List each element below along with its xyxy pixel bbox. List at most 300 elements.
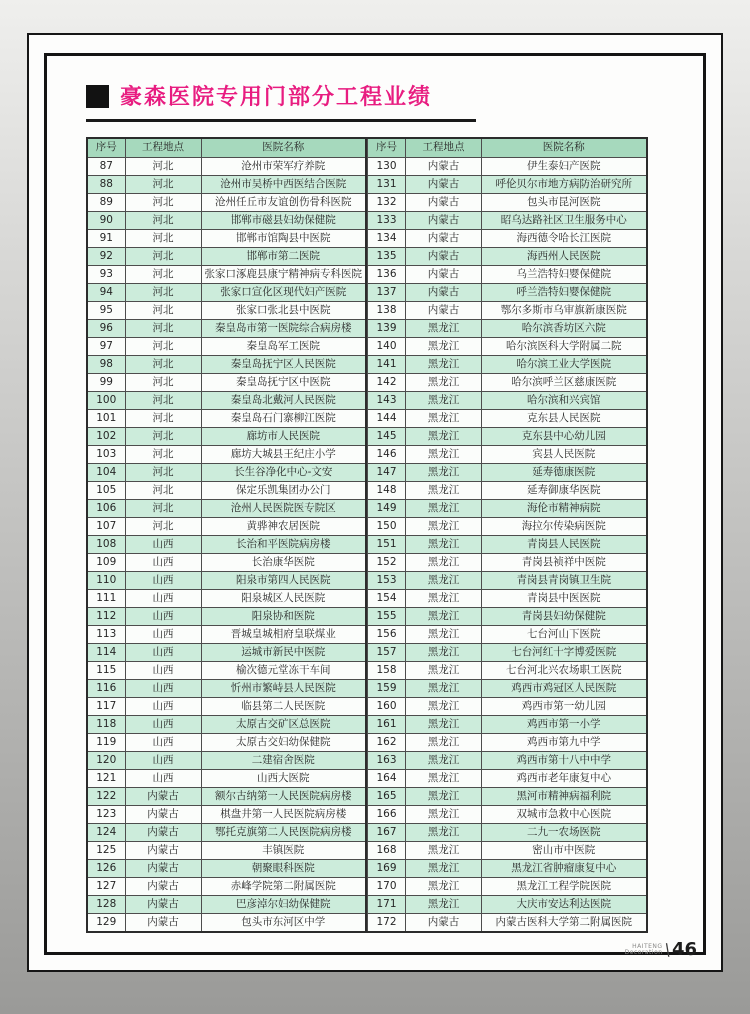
hospital-name-cell: 黑河市精神病福利院 bbox=[482, 787, 647, 805]
table-row bbox=[87, 769, 366, 787]
table-row bbox=[368, 679, 647, 697]
location-cell: 内蒙古 bbox=[125, 913, 201, 932]
location-cell: 河北 bbox=[125, 337, 201, 355]
location-cell: 山西 bbox=[125, 769, 201, 787]
location-cell: 黑龙江 bbox=[406, 607, 482, 625]
location-cell: 黑龙江 bbox=[406, 733, 482, 751]
hospital-name-cell: 鸡西市第十八中中学 bbox=[482, 751, 647, 769]
table-row bbox=[87, 499, 366, 517]
location-cell: 河北 bbox=[125, 247, 201, 265]
location-cell: 内蒙古 bbox=[125, 859, 201, 877]
table-row bbox=[87, 823, 366, 841]
serial-cell: 111 bbox=[87, 589, 125, 607]
serial-cell: 139 bbox=[368, 319, 406, 337]
serial-cell: 125 bbox=[87, 841, 125, 859]
location-cell: 内蒙古 bbox=[406, 301, 482, 319]
location-cell: 内蒙古 bbox=[406, 265, 482, 283]
location-cell: 河北 bbox=[125, 229, 201, 247]
location-cell: 河北 bbox=[125, 499, 201, 517]
serial-cell: 143 bbox=[368, 391, 406, 409]
hospital-name-cell: 长生谷净化中心-文安 bbox=[201, 463, 366, 481]
hospital-name-cell: 海伦市精神病院 bbox=[482, 499, 647, 517]
location-cell: 河北 bbox=[125, 211, 201, 229]
serial-cell: 154 bbox=[368, 589, 406, 607]
table-row bbox=[368, 589, 647, 607]
location-cell: 河北 bbox=[125, 355, 201, 373]
hospital-name-cell: 沧州人民医院医专院区 bbox=[201, 499, 366, 517]
location-cell: 内蒙古 bbox=[125, 877, 201, 895]
table-row bbox=[87, 301, 366, 319]
location-cell: 黑龙江 bbox=[406, 337, 482, 355]
serial-cell: 171 bbox=[368, 895, 406, 913]
location-cell: 黑龙江 bbox=[406, 409, 482, 427]
location-cell: 内蒙古 bbox=[125, 895, 201, 913]
square-bullet-icon bbox=[86, 85, 109, 108]
hospital-name-cell: 内蒙古医科大学第二附属医院 bbox=[482, 913, 647, 932]
serial-cell: 172 bbox=[368, 913, 406, 932]
location-cell: 黑龙江 bbox=[406, 625, 482, 643]
location-cell: 黑龙江 bbox=[406, 553, 482, 571]
serial-cell: 163 bbox=[368, 751, 406, 769]
serial-cell: 153 bbox=[368, 571, 406, 589]
serial-cell: 169 bbox=[368, 859, 406, 877]
document-page bbox=[27, 33, 723, 972]
table-row bbox=[87, 913, 366, 932]
table-row bbox=[368, 391, 647, 409]
table-header-row bbox=[87, 138, 366, 157]
serial-cell: 140 bbox=[368, 337, 406, 355]
location-cell: 河北 bbox=[125, 463, 201, 481]
location-cell: 黑龙江 bbox=[406, 823, 482, 841]
serial-cell: 112 bbox=[87, 607, 125, 625]
location-cell: 内蒙古 bbox=[406, 283, 482, 301]
hospital-name-cell: 邯郸市磁县妇幼保健院 bbox=[201, 211, 366, 229]
location-cell: 黑龙江 bbox=[406, 499, 482, 517]
table-row bbox=[368, 877, 647, 895]
location-cell: 黑龙江 bbox=[406, 769, 482, 787]
hospital-name-cell: 秦皇岛市第一医院综合病房楼 bbox=[201, 319, 366, 337]
hospital-name-cell: 延寿德康医院 bbox=[482, 463, 647, 481]
serial-cell: 93 bbox=[87, 265, 125, 283]
location-cell: 黑龙江 bbox=[406, 715, 482, 733]
hospital-name-cell: 秦皇岛抚宁区人民医院 bbox=[201, 355, 366, 373]
table-row bbox=[87, 427, 366, 445]
serial-cell: 164 bbox=[368, 769, 406, 787]
serial-cell: 133 bbox=[368, 211, 406, 229]
location-cell: 河北 bbox=[125, 391, 201, 409]
location-cell: 山西 bbox=[125, 535, 201, 553]
location-cell: 内蒙古 bbox=[125, 787, 201, 805]
serial-cell: 156 bbox=[368, 625, 406, 643]
serial-cell: 124 bbox=[87, 823, 125, 841]
serial-cell: 170 bbox=[368, 877, 406, 895]
hospital-name-cell: 鄂尔多斯市乌审旗新康医院 bbox=[482, 301, 647, 319]
table-row bbox=[368, 517, 647, 535]
table-row bbox=[368, 643, 647, 661]
hospital-name-cell: 鸡西市老年康复中心 bbox=[482, 769, 647, 787]
brand-line-1: HAITENG bbox=[632, 942, 663, 950]
table-row bbox=[368, 247, 647, 265]
serial-cell: 161 bbox=[368, 715, 406, 733]
table-row bbox=[368, 859, 647, 877]
serial-cell: 127 bbox=[87, 877, 125, 895]
serial-cell: 155 bbox=[368, 607, 406, 625]
serial-cell: 152 bbox=[368, 553, 406, 571]
serial-cell: 90 bbox=[87, 211, 125, 229]
table-row bbox=[368, 607, 647, 625]
table-row bbox=[368, 895, 647, 913]
hospital-name-cell: 榆次德元堂冻干车间 bbox=[201, 661, 366, 679]
table-row bbox=[368, 229, 647, 247]
table-row bbox=[87, 589, 366, 607]
location-cell: 黑龙江 bbox=[406, 535, 482, 553]
serial-cell: 162 bbox=[368, 733, 406, 751]
hospital-name-cell: 包头市东河区中学 bbox=[201, 913, 366, 932]
location-cell: 山西 bbox=[125, 625, 201, 643]
column-header-serial: 序号 bbox=[87, 138, 125, 157]
serial-cell: 110 bbox=[87, 571, 125, 589]
serial-cell: 121 bbox=[87, 769, 125, 787]
hospital-name-cell: 密山市中医院 bbox=[482, 841, 647, 859]
table-row bbox=[87, 319, 366, 337]
serial-cell: 138 bbox=[368, 301, 406, 319]
serial-cell: 165 bbox=[368, 787, 406, 805]
projects-table-right bbox=[367, 137, 648, 933]
location-cell: 河北 bbox=[125, 175, 201, 193]
location-cell: 河北 bbox=[125, 283, 201, 301]
table-row bbox=[87, 661, 366, 679]
projects-table-left bbox=[86, 137, 367, 933]
location-cell: 河北 bbox=[125, 265, 201, 283]
hospital-name-cell: 哈尔滨工业大学医院 bbox=[482, 355, 647, 373]
table-row bbox=[368, 409, 647, 427]
table-row bbox=[87, 481, 366, 499]
column-header-location: 工程地点 bbox=[406, 138, 482, 157]
hospital-name-cell: 棋盘井第一人民医院病房楼 bbox=[201, 805, 366, 823]
location-cell: 内蒙古 bbox=[406, 913, 482, 932]
serial-cell: 103 bbox=[87, 445, 125, 463]
table-row bbox=[368, 175, 647, 193]
hospital-name-cell: 秦皇岛石门寨柳江医院 bbox=[201, 409, 366, 427]
table-row bbox=[368, 211, 647, 229]
table-row bbox=[87, 715, 366, 733]
serial-cell: 151 bbox=[368, 535, 406, 553]
page-number: 46 bbox=[671, 939, 697, 960]
table-row bbox=[368, 751, 647, 769]
hospital-name-cell: 巴彦淖尔妇幼保健院 bbox=[201, 895, 366, 913]
hospital-name-cell: 秦皇岛军工医院 bbox=[201, 337, 366, 355]
serial-cell: 94 bbox=[87, 283, 125, 301]
table-row bbox=[87, 373, 366, 391]
hospital-name-cell: 七台河红十字博爱医院 bbox=[482, 643, 647, 661]
brand-mark bbox=[625, 944, 663, 956]
table-row bbox=[368, 301, 647, 319]
location-cell: 内蒙古 bbox=[125, 823, 201, 841]
location-cell: 河北 bbox=[125, 373, 201, 391]
table-row bbox=[87, 517, 366, 535]
location-cell: 黑龙江 bbox=[406, 661, 482, 679]
table-row bbox=[368, 823, 647, 841]
serial-cell: 117 bbox=[87, 697, 125, 715]
hospital-name-cell: 太原古交妇幼保健院 bbox=[201, 733, 366, 751]
location-cell: 山西 bbox=[125, 697, 201, 715]
serial-cell: 92 bbox=[87, 247, 125, 265]
serial-cell: 109 bbox=[87, 553, 125, 571]
table-row bbox=[87, 607, 366, 625]
hospital-name-cell: 包头市昆河医院 bbox=[482, 193, 647, 211]
hospital-name-cell: 黑龙江工程学院医院 bbox=[482, 877, 647, 895]
serial-cell: 168 bbox=[368, 841, 406, 859]
hospital-name-cell: 阳泉城区人民医院 bbox=[201, 589, 366, 607]
column-header-serial: 序号 bbox=[368, 138, 406, 157]
serial-cell: 123 bbox=[87, 805, 125, 823]
location-cell: 内蒙古 bbox=[406, 175, 482, 193]
location-cell: 山西 bbox=[125, 589, 201, 607]
location-cell: 山西 bbox=[125, 715, 201, 733]
table-row bbox=[368, 319, 647, 337]
hospital-name-cell: 忻州市繁峙县人民医院 bbox=[201, 679, 366, 697]
hospital-name-cell: 沧州市荣军疗养院 bbox=[201, 157, 366, 175]
location-cell: 黑龙江 bbox=[406, 787, 482, 805]
serial-cell: 167 bbox=[368, 823, 406, 841]
serial-cell: 129 bbox=[87, 913, 125, 932]
hospital-name-cell: 乌兰浩特妇婴保健院 bbox=[482, 265, 647, 283]
serial-cell: 88 bbox=[87, 175, 125, 193]
serial-cell: 108 bbox=[87, 535, 125, 553]
location-cell: 黑龙江 bbox=[406, 391, 482, 409]
table-row bbox=[87, 787, 366, 805]
brand-slash-icon: \ bbox=[663, 939, 672, 960]
location-cell: 山西 bbox=[125, 607, 201, 625]
serial-cell: 120 bbox=[87, 751, 125, 769]
hospital-name-cell: 山西大医院 bbox=[201, 769, 366, 787]
location-cell: 黑龙江 bbox=[406, 481, 482, 499]
table-row bbox=[87, 175, 366, 193]
table-row bbox=[368, 463, 647, 481]
location-cell: 山西 bbox=[125, 661, 201, 679]
table-row bbox=[368, 769, 647, 787]
serial-cell: 96 bbox=[87, 319, 125, 337]
table-row bbox=[87, 229, 366, 247]
hospital-name-cell: 海西德令哈长江医院 bbox=[482, 229, 647, 247]
location-cell: 内蒙古 bbox=[125, 841, 201, 859]
serial-cell: 159 bbox=[368, 679, 406, 697]
serial-cell: 99 bbox=[87, 373, 125, 391]
hospital-name-cell: 赤峰学院第二附属医院 bbox=[201, 877, 366, 895]
location-cell: 河北 bbox=[125, 319, 201, 337]
serial-cell: 144 bbox=[368, 409, 406, 427]
serial-cell: 135 bbox=[368, 247, 406, 265]
serial-cell: 95 bbox=[87, 301, 125, 319]
table-row bbox=[87, 553, 366, 571]
column-header-location: 工程地点 bbox=[125, 138, 201, 157]
table-row bbox=[87, 697, 366, 715]
table-row bbox=[87, 463, 366, 481]
table-row bbox=[368, 697, 647, 715]
table-row bbox=[87, 841, 366, 859]
location-cell: 内蒙古 bbox=[125, 805, 201, 823]
location-cell: 山西 bbox=[125, 733, 201, 751]
hospital-name-cell: 运城市新民中医院 bbox=[201, 643, 366, 661]
hospital-name-cell: 二九一农场医院 bbox=[482, 823, 647, 841]
table-row bbox=[87, 643, 366, 661]
hospital-name-cell: 晋城皇城相府皇联煤业 bbox=[201, 625, 366, 643]
serial-cell: 102 bbox=[87, 427, 125, 445]
hospital-name-cell: 青岗县青岗镇卫生院 bbox=[482, 571, 647, 589]
hospital-name-cell: 大庆市安达利达医院 bbox=[482, 895, 647, 913]
hospital-name-cell: 青岗县中医医院 bbox=[482, 589, 647, 607]
table-header-row bbox=[368, 138, 647, 157]
hospital-name-cell: 呼兰浩特妇婴保健院 bbox=[482, 283, 647, 301]
hospital-name-cell: 克东县人民医院 bbox=[482, 409, 647, 427]
serial-cell: 119 bbox=[87, 733, 125, 751]
serial-cell: 147 bbox=[368, 463, 406, 481]
location-cell: 河北 bbox=[125, 157, 201, 175]
hospital-name-cell: 青岗县妇幼保健院 bbox=[482, 607, 647, 625]
hospital-name-cell: 七台河山下医院 bbox=[482, 625, 647, 643]
hospital-name-cell: 昭乌达路社区卫生服务中心 bbox=[482, 211, 647, 229]
location-cell: 黑龙江 bbox=[406, 445, 482, 463]
table-row bbox=[368, 571, 647, 589]
table-row bbox=[87, 193, 366, 211]
location-cell: 内蒙古 bbox=[406, 211, 482, 229]
serial-cell: 122 bbox=[87, 787, 125, 805]
serial-cell: 118 bbox=[87, 715, 125, 733]
serial-cell: 87 bbox=[87, 157, 125, 175]
hospital-name-cell: 鸡西市第九中学 bbox=[482, 733, 647, 751]
hospital-name-cell: 鸡西市鸡冠区人民医院 bbox=[482, 679, 647, 697]
location-cell: 内蒙古 bbox=[406, 157, 482, 175]
location-cell: 河北 bbox=[125, 409, 201, 427]
hospital-name-cell: 廊坊市人民医院 bbox=[201, 427, 366, 445]
table-row bbox=[368, 661, 647, 679]
hospital-name-cell: 伊生泰妇产医院 bbox=[482, 157, 647, 175]
table-row bbox=[368, 283, 647, 301]
page-footer bbox=[625, 939, 697, 960]
table-row bbox=[368, 481, 647, 499]
table-row bbox=[368, 625, 647, 643]
table-row bbox=[368, 787, 647, 805]
brand-line-2: Decoration bbox=[624, 948, 663, 956]
location-cell: 山西 bbox=[125, 751, 201, 769]
table-row bbox=[87, 157, 366, 175]
hospital-name-cell: 黄骅神农居医院 bbox=[201, 517, 366, 535]
hospital-name-cell: 哈尔滨呼兰区慈康医院 bbox=[482, 373, 647, 391]
hospital-name-cell: 宾县人民医院 bbox=[482, 445, 647, 463]
serial-cell: 157 bbox=[368, 643, 406, 661]
hospital-name-cell: 青岗县人民医院 bbox=[482, 535, 647, 553]
location-cell: 黑龙江 bbox=[406, 517, 482, 535]
hospital-name-cell: 廊坊大城县王纪庄小学 bbox=[201, 445, 366, 463]
table-row bbox=[368, 715, 647, 733]
hospital-name-cell: 青岗县祯祥中医院 bbox=[482, 553, 647, 571]
location-cell: 黑龙江 bbox=[406, 355, 482, 373]
location-cell: 山西 bbox=[125, 643, 201, 661]
table-row bbox=[368, 841, 647, 859]
table-row bbox=[87, 895, 366, 913]
serial-cell: 150 bbox=[368, 517, 406, 535]
serial-cell: 91 bbox=[87, 229, 125, 247]
hospital-name-cell: 七台河北兴农场职工医院 bbox=[482, 661, 647, 679]
location-cell: 黑龙江 bbox=[406, 841, 482, 859]
hospital-name-cell: 哈尔滨医科大学附属二院 bbox=[482, 337, 647, 355]
serial-cell: 100 bbox=[87, 391, 125, 409]
serial-cell: 141 bbox=[368, 355, 406, 373]
table-row bbox=[87, 877, 366, 895]
location-cell: 河北 bbox=[125, 427, 201, 445]
serial-cell: 98 bbox=[87, 355, 125, 373]
serial-cell: 137 bbox=[368, 283, 406, 301]
location-cell: 山西 bbox=[125, 679, 201, 697]
table-row bbox=[368, 445, 647, 463]
serial-cell: 148 bbox=[368, 481, 406, 499]
location-cell: 内蒙古 bbox=[406, 193, 482, 211]
hospital-name-cell: 秦皇岛北戴河人民医院 bbox=[201, 391, 366, 409]
serial-cell: 130 bbox=[368, 157, 406, 175]
table-row bbox=[368, 913, 647, 932]
hospital-name-cell: 海西州人民医院 bbox=[482, 247, 647, 265]
hospital-name-cell: 海拉尔传染病医院 bbox=[482, 517, 647, 535]
serial-cell: 107 bbox=[87, 517, 125, 535]
serial-cell: 97 bbox=[87, 337, 125, 355]
hospital-name-cell: 延寿御康华医院 bbox=[482, 481, 647, 499]
hospital-name-cell: 张家口涿鹿县康宁精神病专科医院 bbox=[201, 265, 366, 283]
table-row bbox=[87, 859, 366, 877]
page-title: 豪森医院专用门部分工程业绩 bbox=[120, 84, 433, 110]
table-row bbox=[368, 805, 647, 823]
hospital-name-cell: 阳泉市第四人民医院 bbox=[201, 571, 366, 589]
hospital-name-cell: 张家口宣化区现代妇产医院 bbox=[201, 283, 366, 301]
table-row bbox=[368, 193, 647, 211]
table-row bbox=[87, 625, 366, 643]
location-cell: 山西 bbox=[125, 553, 201, 571]
table-row bbox=[87, 337, 366, 355]
column-header-hospital: 医院名称 bbox=[482, 138, 647, 157]
hospital-name-cell: 秦皇岛抚宁区中医院 bbox=[201, 373, 366, 391]
table-row bbox=[87, 355, 366, 373]
serial-cell: 166 bbox=[368, 805, 406, 823]
location-cell: 黑龙江 bbox=[406, 373, 482, 391]
table-row bbox=[368, 157, 647, 175]
serial-cell: 146 bbox=[368, 445, 406, 463]
table-row bbox=[87, 211, 366, 229]
location-cell: 黑龙江 bbox=[406, 679, 482, 697]
hospital-name-cell: 双城市急救中心医院 bbox=[482, 805, 647, 823]
table-row bbox=[368, 499, 647, 517]
hospital-name-cell: 邯郸市第二医院 bbox=[201, 247, 366, 265]
hospital-name-cell: 邯郸市馆陶县中医院 bbox=[201, 229, 366, 247]
column-header-hospital: 医院名称 bbox=[201, 138, 366, 157]
hospital-name-cell: 哈尔滨香坊区六院 bbox=[482, 319, 647, 337]
projects-table bbox=[86, 137, 648, 933]
hospital-name-cell: 二建宿舍医院 bbox=[201, 751, 366, 769]
location-cell: 黑龙江 bbox=[406, 427, 482, 445]
location-cell: 黑龙江 bbox=[406, 463, 482, 481]
hospital-name-cell: 临县第二人民医院 bbox=[201, 697, 366, 715]
serial-cell: 105 bbox=[87, 481, 125, 499]
table-row bbox=[87, 391, 366, 409]
table-row bbox=[368, 373, 647, 391]
hospital-name-cell: 朝聚眼科医院 bbox=[201, 859, 366, 877]
location-cell: 黑龙江 bbox=[406, 319, 482, 337]
serial-cell: 116 bbox=[87, 679, 125, 697]
hospital-name-cell: 黑龙江省肿瘤康复中心 bbox=[482, 859, 647, 877]
serial-cell: 158 bbox=[368, 661, 406, 679]
hospital-name-cell: 额尔古纳第一人民医院病房楼 bbox=[201, 787, 366, 805]
table-row bbox=[87, 733, 366, 751]
serial-cell: 134 bbox=[368, 229, 406, 247]
table-row bbox=[87, 571, 366, 589]
